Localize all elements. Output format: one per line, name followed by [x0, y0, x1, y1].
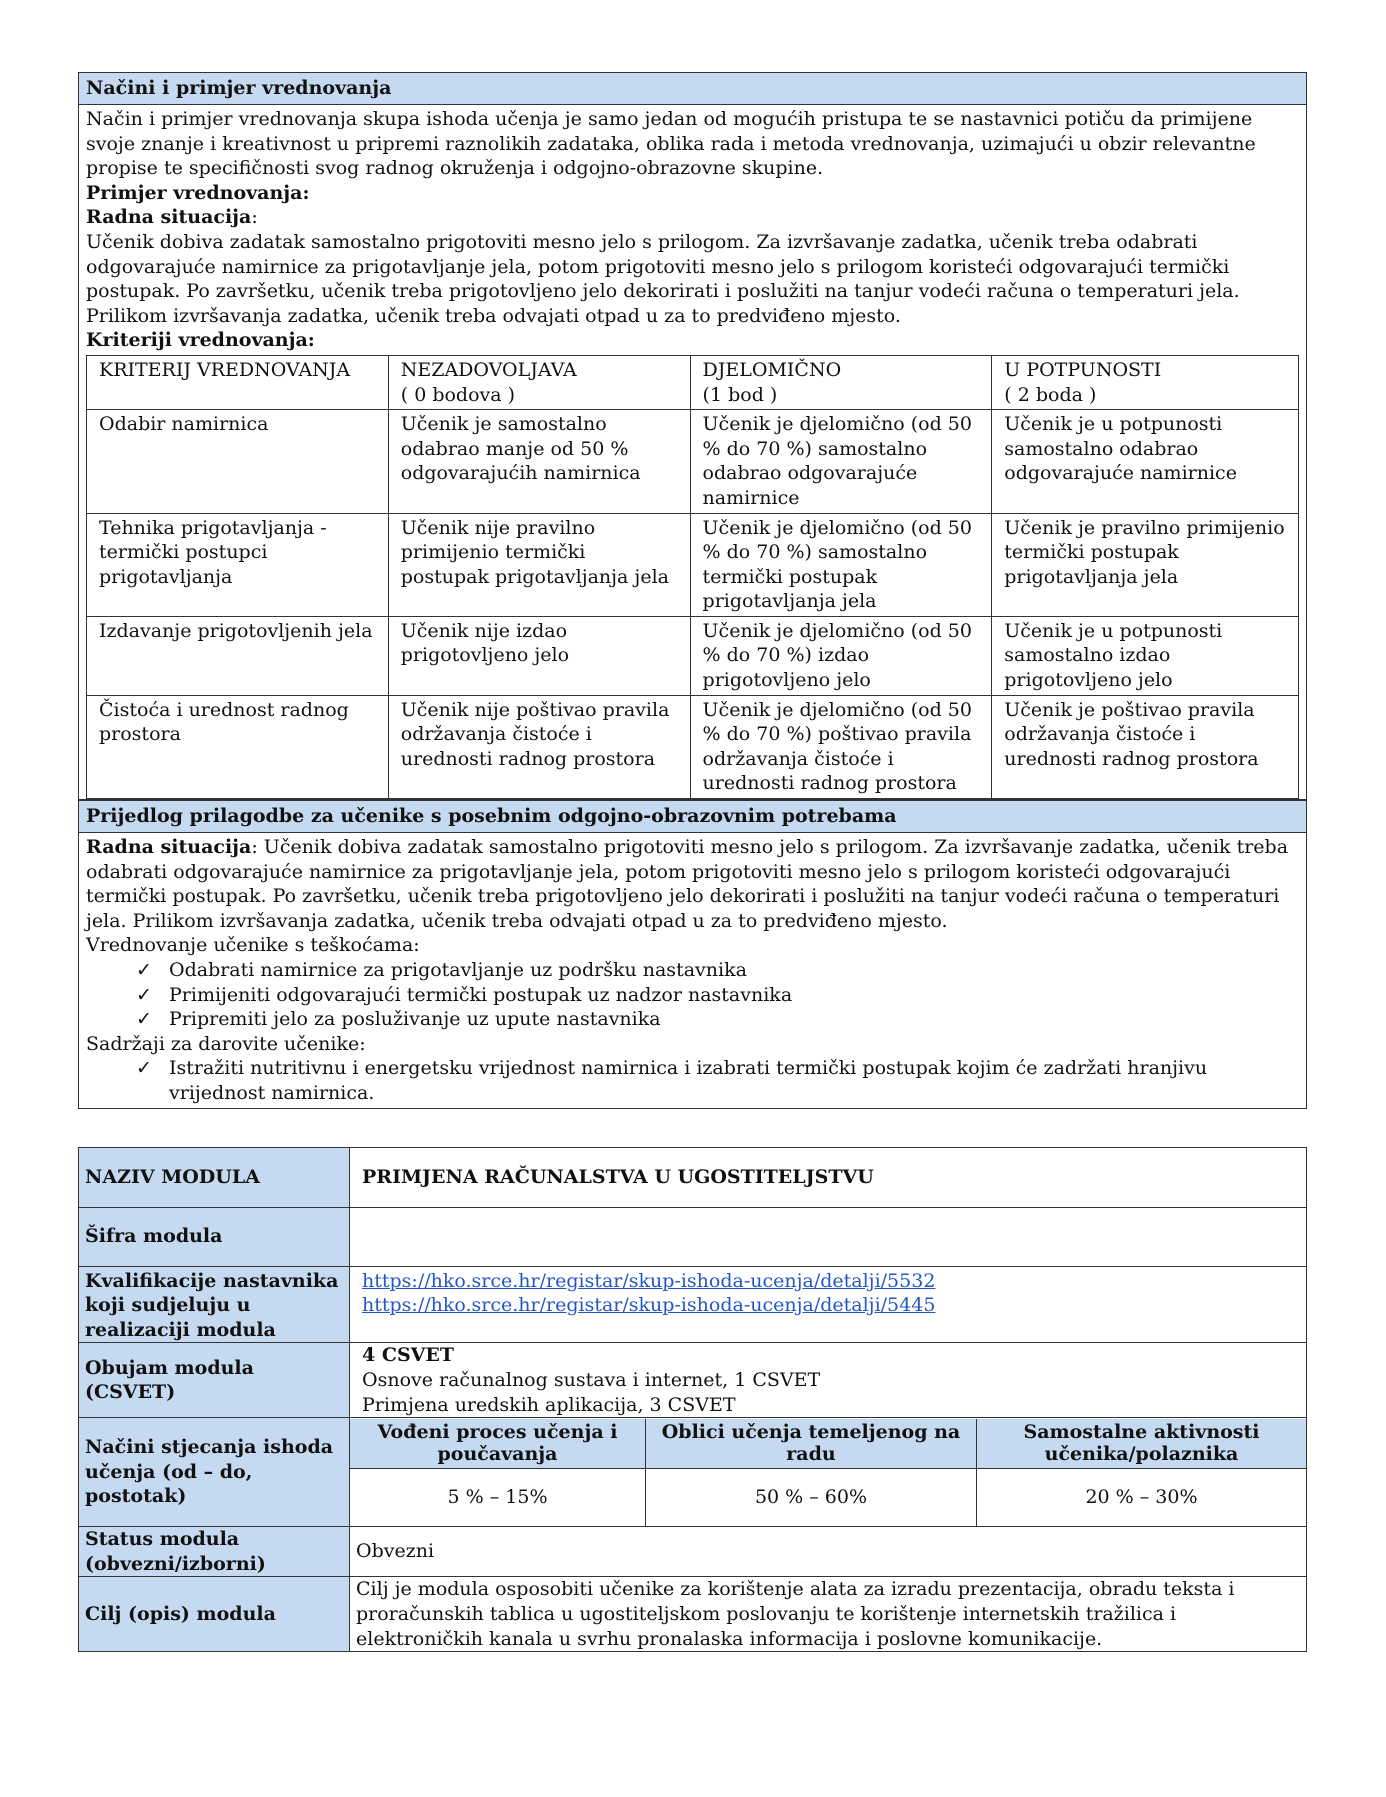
document-page — [78, 72, 1307, 1652]
list-item — [136, 1007, 1299, 1032]
list-item-text: Odabrati namirnice za prigotavljanje uz podršku nastavnika — [169, 959, 747, 981]
gifted-label: Sadržaji za darovite učenike: — [86, 1032, 366, 1055]
table-cell: Učenik je samostalno odabrao manje od 50 % odgovarajućih namirnica — [388, 410, 690, 513]
status-label: Status modula (obvezni/izborni) — [79, 1527, 350, 1577]
ways-header: Vođeni proces učenja i poučavanja — [350, 1419, 646, 1469]
table-cell: Učenik je djelomično (od 50 % do 70 %) samostalno odabrao odgovarajuće namirnice — [690, 410, 992, 513]
table-row — [79, 1343, 1307, 1418]
ways-table — [350, 1419, 1306, 1526]
module-name-value: PRIMJENA RAČUNALSTVA U UGOSTITELJSTVU — [350, 1147, 1307, 1207]
checkmark-icon: ✓ — [136, 1057, 152, 1080]
table-cell: Učenik nije poštivao pravila održavanja čistoće i urednosti radnog prostora — [388, 695, 690, 798]
criteria-header-line: U POTPUNOSTI — [1004, 358, 1162, 381]
gifted-list — [86, 1056, 1299, 1105]
criteria-header-cell — [690, 355, 992, 409]
criteria-header-points: ( 0 bodova ) — [400, 383, 516, 406]
list-item-text: Pripremiti jelo za posluživanje uz upute nastavnika — [169, 1008, 661, 1031]
criteria-header-row — [87, 355, 1299, 409]
scope-value — [350, 1343, 1307, 1418]
ways-value-cell: 5 % – 15% — [350, 1469, 646, 1526]
table-row — [79, 1147, 1307, 1207]
table-cell: Učenik nije pravilno primijenio termički postupak prigotavljanja jela — [388, 513, 690, 616]
table-cell: Učenik je djelomično (od 50 % do 70 %) poštivao pravila održavanja čistoće i urednosti radnog prostora — [690, 695, 992, 798]
module-code-label: Šifra modula — [79, 1207, 350, 1266]
criteria-header-line: DJELOMIČNO — [702, 358, 842, 381]
table-cell: Tehnika prigotavljanja - termički postupci prigotavljanja — [87, 513, 389, 616]
criteria-header-line: KRITERIJ VREDNOVANJA — [99, 358, 351, 381]
ways-value — [350, 1418, 1307, 1527]
module-table — [78, 1147, 1307, 1653]
module-name-label: NAZIV MODULA — [79, 1147, 350, 1207]
criteria-header-cell — [388, 355, 690, 409]
situation-label: Radna situacija — [86, 206, 252, 229]
criteria-header-points: (1 bod ) — [702, 383, 778, 406]
goal-value: Cilj je modula osposobiti učenike za korištenje alata za izradu prezentacija, obradu teksta i proračunskih tablica u ugostiteljskom poslovanju te korištenje internetskih tražilica i elektroničkih kanala u svrhu pronalaska informacija i poslovne komunikacije. — [350, 1577, 1307, 1652]
list-item-text: Primijeniti odgovarajući termički postupak uz nadzor nastavnika — [169, 983, 793, 1006]
ways-value-cell: 50 % – 60% — [646, 1469, 977, 1526]
assessment-header: Načini i primjer vrednovanja — [79, 73, 1306, 105]
table-row — [79, 1577, 1307, 1652]
table-row — [79, 1266, 1307, 1343]
list-item — [136, 983, 1299, 1008]
table-cell: Učenik je pravilno primijenio termički postupak prigotavljanja jela — [992, 513, 1299, 616]
scope-line: Osnove računalnog sustava i internet, 1 CSVET — [362, 1368, 821, 1391]
criteria-label: Kriteriji vrednovanja: — [86, 329, 315, 352]
checkmark-icon: ✓ — [136, 1008, 152, 1031]
criteria-header-cell — [992, 355, 1299, 409]
table-row — [87, 695, 1299, 798]
qualifications-label: Kvalifikacije nastavnika koji sudjeluju u realizaciji modula — [79, 1266, 350, 1343]
scope-label: Obujam modula (CSVET) — [79, 1343, 350, 1418]
scope-total: 4 CSVET — [362, 1344, 455, 1367]
table-cell: Učenik je djelomično (od 50 % do 70 %) izdao prigotovljeno jelo — [690, 616, 992, 695]
criteria-header-cell — [87, 355, 389, 409]
table-row — [79, 1207, 1307, 1266]
assessment-intro: Način i primjer vrednovanja skupa ishoda učenja je samo jedan od mogućih pristupa te se nastavnici potiču da primijene svoje znanje i kreativnost u pripremi raznolikih zadataka, oblika rada i metoda vrednovanja, uzimajući u obzir relevantne propise te specifičnosti svog radnog okruženja i odgojno-obrazovne skupine. — [86, 108, 1256, 180]
difficulties-label: Vrednovanje učenike s teškoćama: — [86, 934, 420, 957]
table-cell: Učenik je u potpunosti samostalno izdao prigotovljeno jelo — [992, 616, 1299, 695]
adaptation-header: Prijedlog prilagodbe za učenike s posebnim odgojno-obrazovnim potrebama — [79, 800, 1306, 833]
module-code-value — [350, 1207, 1307, 1266]
list-item — [136, 958, 1299, 983]
assessment-section — [78, 72, 1307, 799]
table-cell: Učenik nije izdao prigotovljeno jelo — [388, 616, 690, 695]
criteria-header-line: NEZADOVOLJAVA — [400, 358, 577, 381]
qualification-link[interactable]: https://hko.srce.hr/registar/skup-ishoda-ucenja/detalji/5445 — [362, 1294, 936, 1317]
list-item — [136, 1056, 1299, 1105]
table-cell: Čistoća i urednost radnog prostora — [87, 695, 389, 798]
example-label: Primjer vrednovanja: — [86, 181, 310, 204]
difficulties-list — [86, 958, 1299, 1032]
adaptation-situation-text: : Učenik dobiva zadatak samostalno prigotoviti mesno jelo s prilogom. Za izvršavanje zadatka, učenik treba odabrati odgovarajuće namirnice za prigotavljanje jela, potom prigotoviti mesno jelo s prilogom koristeći odgovarajući termički postupak. Po završetku, učenik treba prigotovljeno jelo dekorirati i poslužiti na tanjur vodeći računa o temperaturi jela. Prilikom izvršavanja zadatka, učenik treba odvajati otpad u za to predviđeno mjesto. — [86, 836, 1289, 932]
adaptation-body — [79, 833, 1306, 1108]
table-row — [79, 1418, 1307, 1527]
table-row — [87, 616, 1299, 695]
table-cell: Odabir namirnica — [87, 410, 389, 513]
table-cell: Učenik je u potpunosti samostalno odabrao odgovarajuće namirnice — [992, 410, 1299, 513]
adaptation-situation-label: Radna situacija — [86, 836, 252, 859]
checkmark-icon: ✓ — [136, 959, 152, 981]
ways-header: Oblici učenja temeljenog na radu — [646, 1419, 977, 1469]
situation-text: Učenik dobiva zadatak samostalno prigotoviti mesno jelo s prilogom. Za izvršavanje zadatka, učenik treba odabrati odgovarajuće namirnice za prigotavljanje jela, potom prigotoviti mesno jelo s prilogom koristeći odgovarajući termički postupak. Po završetku, učenik treba prigotovljeno jelo dekorirati i poslužiti na tanjur vodeći računa o temperaturi jela. Prilikom izvršavanja zadatka, učenik treba odvajati otpad u za to predviđeno mjesto. — [86, 230, 1240, 327]
ways-value-cell: 20 % – 30% — [1085, 1486, 1198, 1509]
table-row — [79, 1527, 1307, 1577]
ways-header: Samostalne aktivnosti učenika/polaznika — [977, 1419, 1307, 1469]
table-cell: Učenik je poštivao pravila održavanja čistoće i urednosti radnog prostora — [992, 695, 1299, 798]
qualifications-value — [350, 1266, 1307, 1343]
situation-heading — [86, 205, 1299, 230]
table-cell: Izdavanje prigotovljenih jela — [87, 616, 389, 695]
criteria-header-points: ( 2 boda ) — [1004, 383, 1097, 406]
scope-line: Primjena uredskih aplikacija, 3 CSVET — [362, 1393, 736, 1416]
list-item-text: Istražiti nutritivnu i energetsku vrijednost namirnica i izabrati termički postupak kojim će zadržati hranjivu vrijednost namirnica. — [169, 1057, 1208, 1104]
ways-label: Načini stjecanja ishoda učenja (od – do, postotak) — [79, 1418, 350, 1527]
criteria-table — [86, 355, 1299, 799]
adaptation-situation — [86, 835, 1299, 933]
qualification-link[interactable]: https://hko.srce.hr/registar/skup-ishoda-ucenja/detalji/5532 — [362, 1269, 936, 1292]
checkmark-icon: ✓ — [136, 983, 152, 1006]
status-value: Obvezni — [350, 1527, 1307, 1577]
situation-colon: : — [251, 206, 258, 229]
table-cell: Učenik je djelomično (od 50 % do 70 %) samostalno termički postupak prigotavljanja jela — [690, 513, 992, 616]
assessment-body — [79, 105, 1306, 355]
table-row — [87, 513, 1299, 616]
table-row — [87, 410, 1299, 513]
adaptation-section — [78, 799, 1307, 1109]
goal-label: Cilj (opis) modula — [79, 1577, 350, 1652]
